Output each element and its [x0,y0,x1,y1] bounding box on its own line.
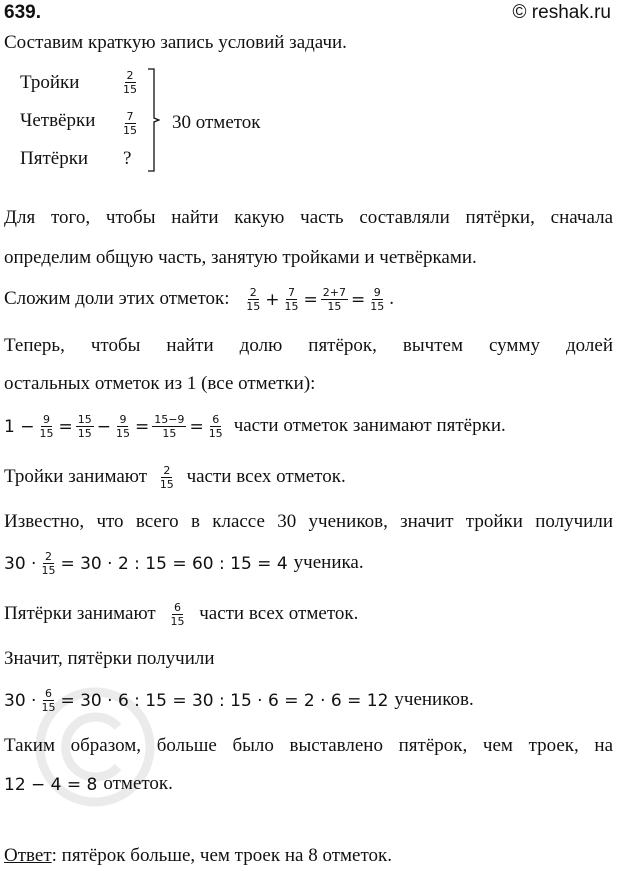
paragraph-2-line-2: остальных отметок из 1 (все отметки): [4,373,316,394]
scheme-label-fours: Четвёрки [20,110,96,131]
scheme-unknown: ? [123,148,132,169]
right-brace-icon [146,68,160,172]
scheme-label-fives: Пятёрки [20,148,89,169]
scheme-label-threes: Тройки [20,72,80,93]
scheme-fraction-threes: $\frac{2}{15}$ [123,69,137,96]
calc-threes-line: 30 · $\frac{2}{15}$ = 30 · 2 : 15 = 60 : 15 = 4 ученика. [4,550,364,578]
subtraction-line: 1 − $\frac{9}{15}$ = $\frac{15}{15}$ − $\frac{9}{15}$ = $\frac{15-9}{15}$ = $\frac{6}{15}$ части отметок занимают пятёрки. [4,413,506,441]
fives-share-line: Пятёрки занимают $\frac{6}{15}$ части всех отметок. [4,601,359,629]
paragraph-2-line-1: Теперь, чтобы найти долю пятёрок, вычтем сумму долей [4,335,613,356]
intro-text: Составим краткую запись условий задачи. [4,32,347,53]
calc-fives-line: 30 · $\frac{6}{15}$ = 30 · 6 : 15 = 30 : 15 · 6 = 2 · 6 = 12 учеников. [4,687,474,715]
paragraph-1-line-2: определим общую часть, занятую тройками и четвёрками. [4,247,477,268]
answer-line: Ответ: пятёрок больше, чем троек на 8 отметок. [4,845,392,866]
paragraph-1-line-1: Для того, чтобы найти какую часть составляли пятёрки, сначала [4,207,613,228]
sum-line: Сложим доли этих отметок: $\frac{2}{15}$ + $\frac{7}{15}$ = $\frac{2+7}{15}$ = $\frac{9}{15}$ . [4,286,394,314]
known-line: Известно, что всего в классе 30 учеников, значит тройки получили [4,511,613,532]
site-credit: © reshak.ru [512,2,611,23]
threes-share-line: Тройки занимают $\frac{2}{15}$ части всех отметок. [4,464,346,492]
so-line: Значит, пятёрки получили [4,648,215,669]
scheme-total: 30 отметок [172,112,261,133]
conclusion-line-1: Таким образом, больше было выставлено пятёрок, чем троек, на [4,735,613,756]
answer-label: Ответ [4,845,52,866]
scheme-fraction-fours: $\frac{7}{15}$ [123,110,137,137]
conclusion-line-2: 12 − 4 = 8 отметок. [4,773,173,795]
problem-number: 639. [4,2,41,23]
